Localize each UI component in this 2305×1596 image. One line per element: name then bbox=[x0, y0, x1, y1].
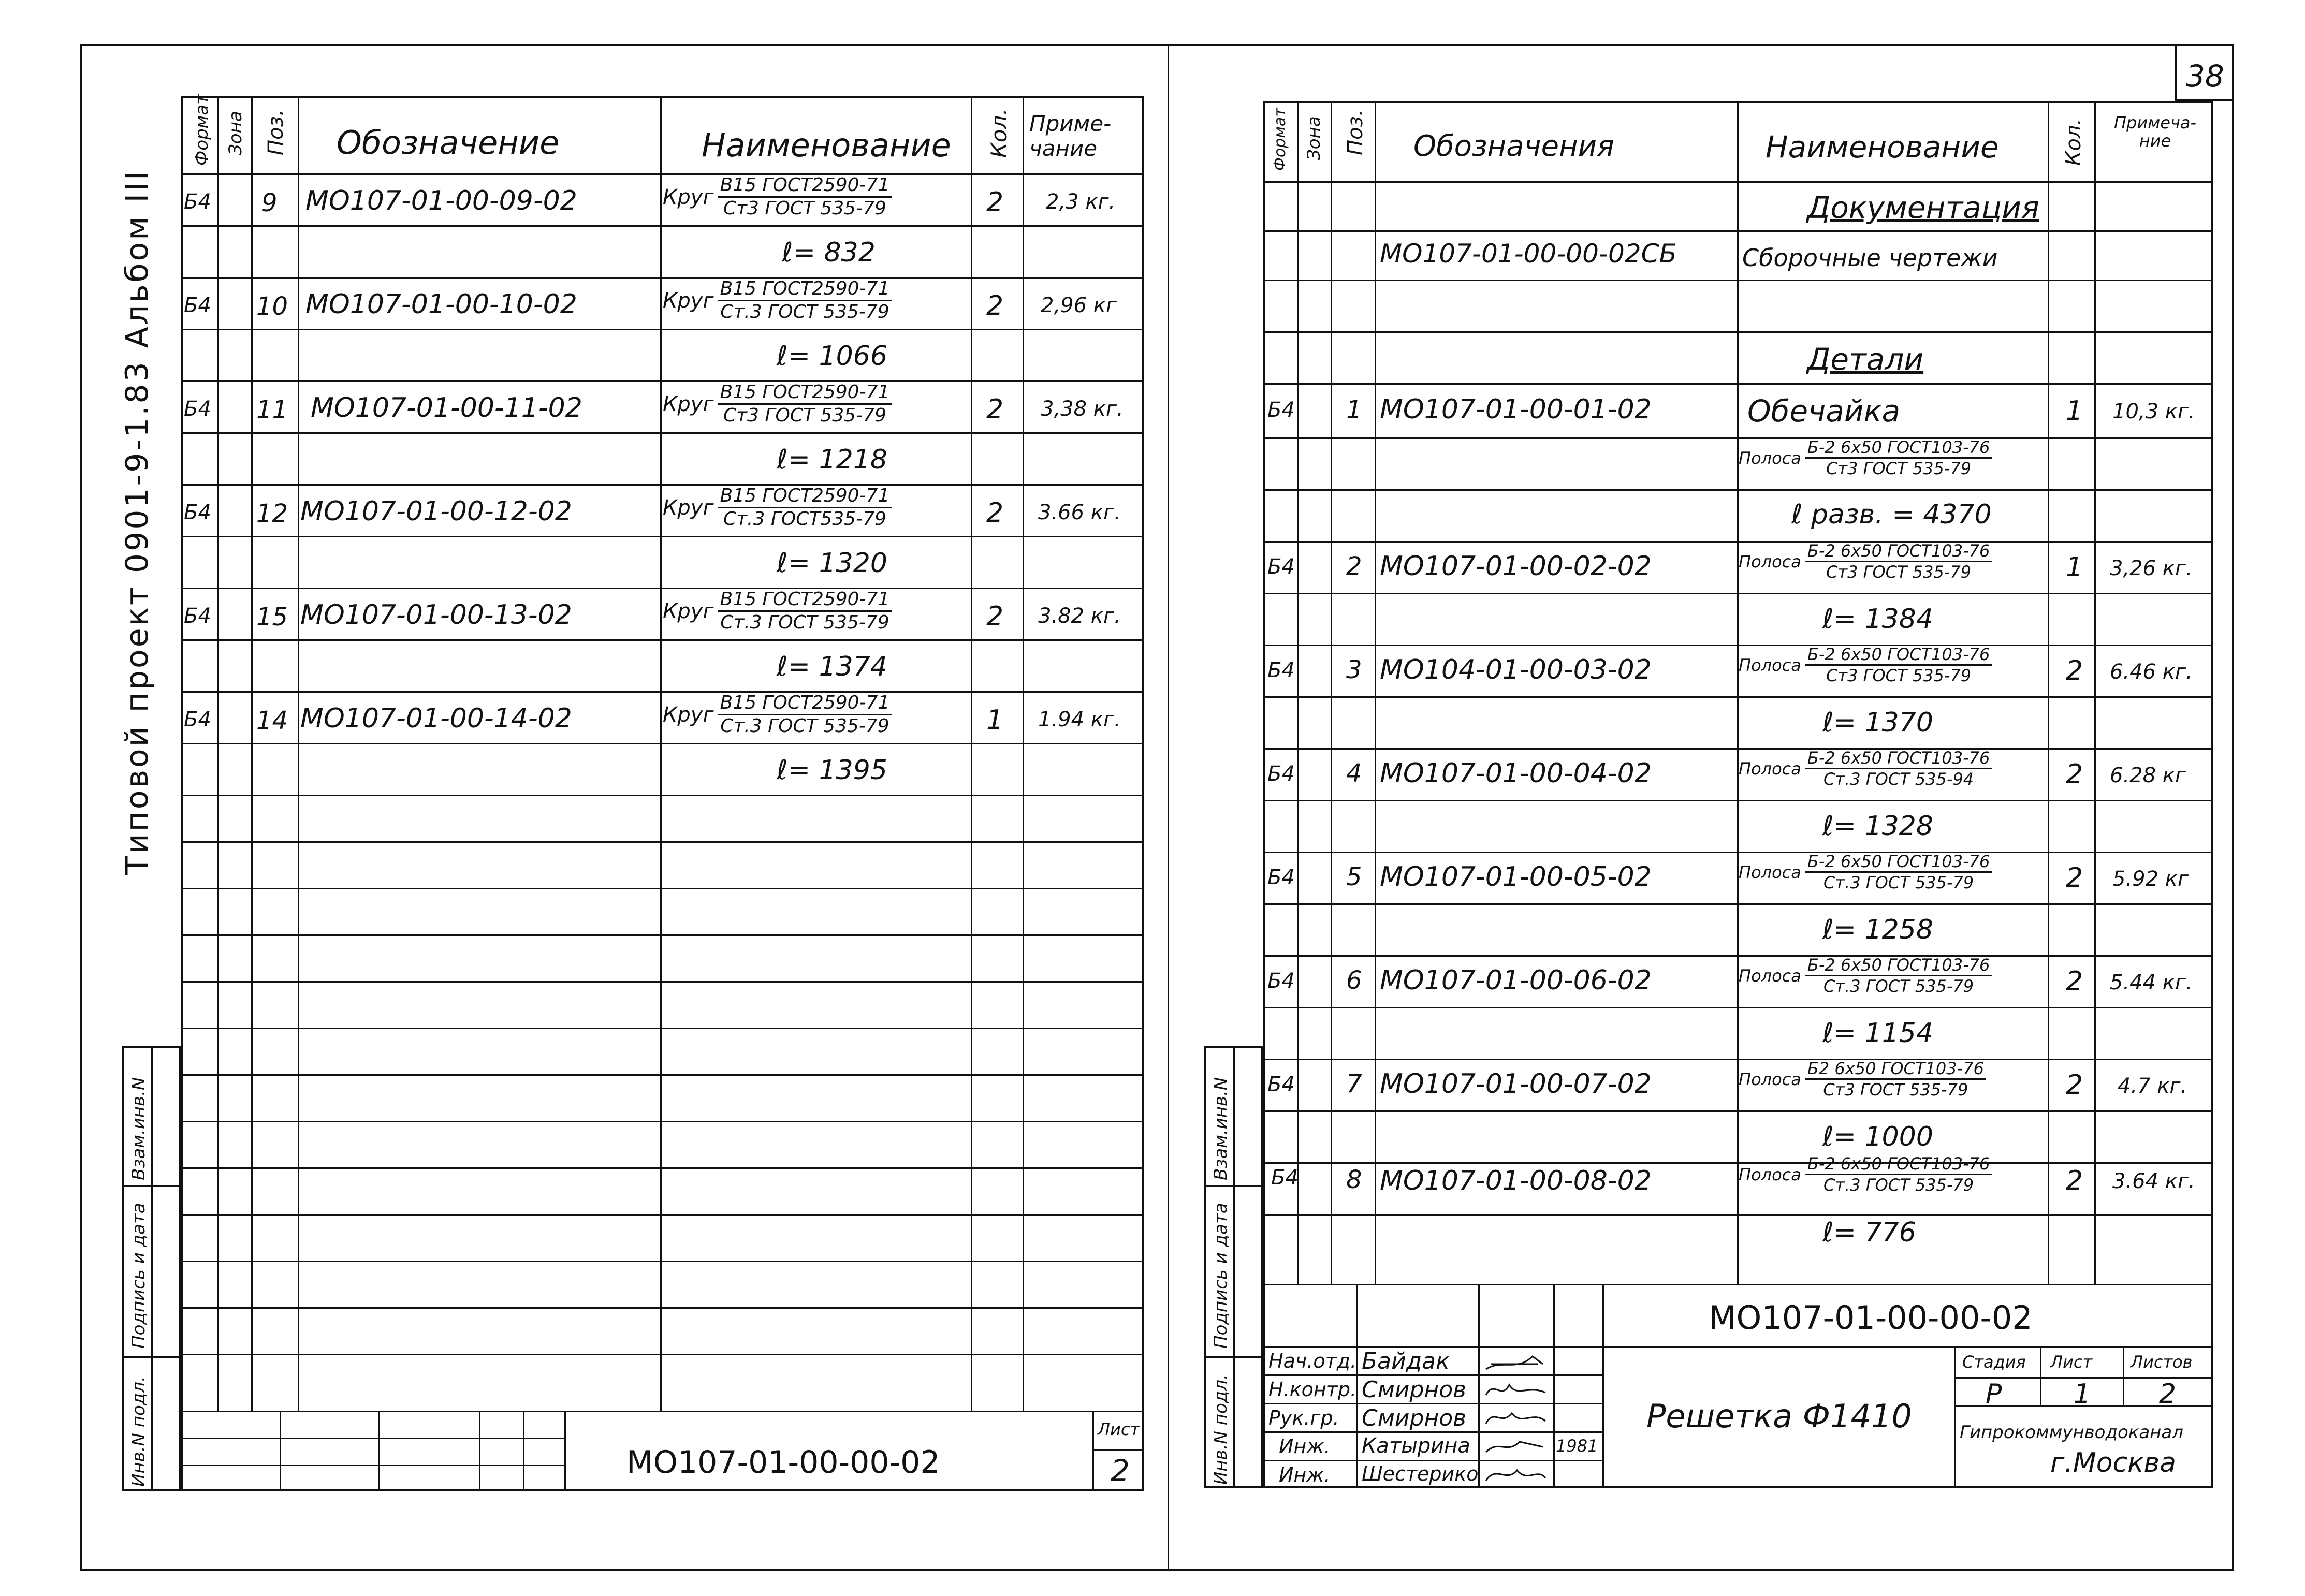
right-row-line bbox=[1263, 1214, 2213, 1216]
left-row-designation: МО107-01-00-12-02 bbox=[300, 496, 572, 527]
left-row-line bbox=[181, 536, 1144, 537]
right-row-material bbox=[1739, 1060, 1986, 1098]
left-row-qty: 1 bbox=[986, 705, 1004, 736]
tb-signer-role: Инж. bbox=[1279, 1435, 1331, 1458]
right-row-material bbox=[1739, 957, 1992, 994]
side-stamp-line bbox=[1204, 1356, 1263, 1358]
material-den: Ст.3 ГОСТ 535-79 bbox=[1823, 976, 1974, 996]
right-row-material bbox=[1739, 750, 1992, 787]
right-row-format: Б4 bbox=[1267, 969, 1295, 993]
right-row-line bbox=[1263, 1284, 2213, 1285]
side-stamp-line bbox=[122, 1185, 181, 1187]
right-row-pos: 2 bbox=[1346, 552, 1362, 581]
right-row-designation: МО107-01-00-06-02 bbox=[1380, 965, 1652, 996]
left-row-line bbox=[181, 743, 1144, 744]
tb-sheet-label: Лист bbox=[2050, 1352, 2093, 1372]
left-row-line bbox=[181, 795, 1144, 796]
right-row-line bbox=[1263, 696, 2213, 698]
material-num: В15 ГОСТ2590-71 bbox=[718, 487, 892, 508]
tb-sheet: 1 bbox=[2074, 1379, 2091, 1410]
material-word: Полоса bbox=[1739, 1164, 1801, 1184]
project-side-title: Типовой проект 0901-9-1.83 Альбом III bbox=[119, 169, 155, 875]
material-word: Круг bbox=[663, 392, 714, 416]
right-header-note: Примеча-ние bbox=[2113, 113, 2197, 151]
right-row-pos: 1 bbox=[1346, 396, 1362, 424]
right-row-designation: МО107-01-00-05-02 bbox=[1380, 861, 1652, 892]
material-word: Полоса bbox=[1739, 1069, 1801, 1089]
tb-signer-name: Смирнов bbox=[1362, 1377, 1467, 1403]
right-row-line bbox=[1263, 280, 2213, 281]
left-row-line bbox=[181, 1261, 1144, 1262]
right-row-material bbox=[1739, 853, 1992, 891]
left-header-zone: Зона bbox=[225, 111, 246, 155]
right-row-line bbox=[1263, 800, 2213, 801]
side-stamp-inv-podl: Инв.N подл. bbox=[1210, 1374, 1231, 1485]
side-stamp-vzam-inv: Взам.инв.N bbox=[1210, 1077, 1231, 1180]
left-header-name: Наименование bbox=[702, 126, 951, 164]
right-row-note: 6.46 кг. bbox=[2110, 660, 2193, 684]
left-row-pos: 11 bbox=[256, 396, 288, 424]
right-row-material bbox=[1739, 1155, 1992, 1193]
right-row-line bbox=[1263, 1110, 2213, 1112]
left-row-material bbox=[663, 694, 892, 736]
left-row-format: Б4 bbox=[184, 190, 211, 214]
left-row-designation: МО107-01-00-10-02 bbox=[305, 289, 577, 320]
left-stamp-line bbox=[523, 1411, 524, 1491]
left-row-line bbox=[181, 934, 1144, 936]
tb-signer-name: Смирнов bbox=[1362, 1405, 1467, 1431]
left-header-qty: Кол. bbox=[986, 108, 1012, 158]
left-header-designation: Обозначение bbox=[337, 124, 560, 162]
left-row-note: 1.94 кг. bbox=[1038, 708, 1121, 731]
right-row-qty: 1 bbox=[2066, 552, 2083, 583]
right-row-designation: МО107-01-00-02-02 bbox=[1380, 551, 1652, 582]
right-row-note: 5.92 кг bbox=[2112, 867, 2189, 891]
tb-line bbox=[1356, 1284, 1358, 1488]
material-den: Ст3 ГОСТ 535-79 bbox=[1823, 1080, 1968, 1100]
right-row-format: Б4 bbox=[1267, 398, 1295, 422]
left-col-line bbox=[1023, 96, 1024, 1411]
left-row-format: Б4 bbox=[184, 708, 211, 731]
left-row-line bbox=[181, 639, 1144, 641]
left-row-pos: 10 bbox=[256, 292, 288, 321]
left-row-line bbox=[181, 380, 1144, 382]
tb-line bbox=[1263, 1403, 1602, 1404]
tb-signer-name: Байдак bbox=[1362, 1348, 1450, 1374]
left-stamp-line bbox=[181, 1465, 564, 1466]
left-row-pos: 12 bbox=[256, 499, 288, 528]
left-col-line bbox=[251, 96, 253, 1411]
left-row-line bbox=[181, 329, 1144, 330]
left-sheet-label: Лист bbox=[1098, 1419, 1140, 1439]
left-row-line bbox=[181, 841, 1144, 843]
right-header-name: Наименование bbox=[1766, 129, 1999, 165]
left-row-material bbox=[663, 487, 892, 529]
left-row-material bbox=[663, 176, 892, 218]
left-row-designation: МО107-01-00-11-02 bbox=[311, 392, 582, 423]
right-row-line bbox=[1263, 903, 2213, 905]
tb-org: Гипрокоммунводоканал bbox=[1960, 1422, 2183, 1443]
part1-material bbox=[1739, 439, 1992, 477]
section-parts: Детали bbox=[1807, 342, 1924, 377]
right-row-line bbox=[1263, 230, 2213, 232]
left-row-material bbox=[663, 590, 892, 632]
left-stamp-line bbox=[479, 1411, 480, 1491]
right-row-note: 5.44 кг. bbox=[2110, 971, 2193, 994]
left-row-line bbox=[181, 1074, 1144, 1076]
side-stamp-vzam-inv: Взам.инв.N bbox=[128, 1077, 149, 1180]
right-row-length: ℓ= 1258 bbox=[1822, 914, 1933, 945]
material-num: Б-2 6х50 ГОСТ103-76 bbox=[1805, 646, 1992, 666]
left-row-designation: МО107-01-00-13-02 bbox=[300, 599, 572, 631]
right-row-line bbox=[1263, 593, 2213, 594]
left-row-length: ℓ= 1218 bbox=[777, 444, 887, 475]
material-word: Круг bbox=[663, 495, 714, 520]
right-row-material bbox=[1739, 646, 1992, 684]
left-row-pos: 9 bbox=[261, 188, 278, 217]
right-row-designation: МО104-01-00-03-02 bbox=[1380, 654, 1652, 685]
left-row-qty: 2 bbox=[986, 394, 1004, 425]
left-row-format: Б4 bbox=[184, 501, 211, 524]
right-row-length: ℓ= 1370 bbox=[1822, 707, 1933, 738]
right-header-qty: Кол. bbox=[2062, 118, 2085, 166]
left-col-line bbox=[298, 96, 299, 1411]
section-documentation: Документация bbox=[1807, 190, 2039, 225]
material-word: Круг bbox=[663, 288, 714, 313]
right-row-note: 6.28 кг bbox=[2110, 764, 2186, 787]
right-row-format: Б4 bbox=[1267, 1073, 1295, 1096]
material-num: В15 ГОСТ2590-71 bbox=[718, 280, 892, 301]
right-header-format: Формат bbox=[1271, 108, 1289, 171]
left-row-format: Б4 bbox=[184, 604, 211, 628]
left-row-note: 3.66 кг. bbox=[1038, 501, 1121, 524]
side-stamp-line bbox=[151, 1046, 153, 1491]
material-num: Б-2 6х50 ГОСТ103-76 bbox=[1805, 439, 1992, 459]
right-row-pos: 5 bbox=[1346, 862, 1362, 891]
left-row-length: ℓ= 1395 bbox=[777, 755, 887, 786]
right-row-qty: 2 bbox=[2066, 1165, 2083, 1196]
tb-code: МО107-01-00-00-02 bbox=[1709, 1299, 2033, 1337]
side-stamp-line bbox=[122, 1356, 181, 1358]
left-col-line bbox=[971, 96, 972, 1411]
signature-scribbles bbox=[1481, 1349, 1551, 1488]
left-header-note: Приме-чание bbox=[1029, 111, 1112, 162]
right-row-qty: 2 bbox=[2066, 655, 2083, 686]
left-row-qty: 2 bbox=[986, 187, 1004, 218]
left-row-line bbox=[181, 1167, 1144, 1169]
right-row-qty: 2 bbox=[2066, 759, 2083, 790]
left-stamp-code: МО107-01-00-00-02 bbox=[626, 1444, 940, 1481]
right-row-note: 10,3 кг. bbox=[2112, 400, 2195, 423]
left-row-format: Б4 bbox=[184, 294, 211, 317]
left-header-format: Формат bbox=[192, 94, 212, 166]
right-row-length: ℓ= 1384 bbox=[1822, 604, 1933, 635]
right-row-note: 3,26 кг. bbox=[2110, 557, 2193, 580]
left-stamp-line bbox=[280, 1411, 281, 1491]
material-den: Ст.3 ГОСТ535-79 bbox=[723, 508, 886, 530]
right-row-line bbox=[1263, 383, 2213, 385]
left-row-note: 3,38 кг. bbox=[1041, 397, 1124, 421]
right-col-line bbox=[1331, 101, 1332, 1284]
tb-line bbox=[1263, 1374, 1602, 1376]
material-den: Ст3 ГОСТ 535-79 bbox=[1826, 459, 1972, 478]
material-num: В15 ГОСТ2590-71 bbox=[718, 694, 892, 715]
right-row-qty: 2 bbox=[2066, 966, 2083, 997]
left-row-length: ℓ= 1066 bbox=[777, 341, 887, 372]
left-row-qty: 2 bbox=[986, 290, 1004, 321]
material-den: Ст.3 ГОСТ 535-79 bbox=[1823, 1175, 1974, 1195]
right-row-designation: МО107-01-00-01-02 bbox=[1380, 394, 1652, 425]
left-row-pos: 14 bbox=[256, 706, 288, 735]
material-den: Ст.3 ГОСТ 535-79 bbox=[720, 612, 889, 633]
material-word: Полоса bbox=[1739, 758, 1801, 779]
left-row-material bbox=[663, 383, 892, 425]
tb-line bbox=[2123, 1346, 2124, 1405]
part1-length: ℓ разв. = 4370 bbox=[1791, 499, 1992, 530]
right-row-pos: 8 bbox=[1346, 1165, 1362, 1194]
left-stamp-line bbox=[1092, 1449, 1144, 1451]
right-row-material bbox=[1739, 543, 1992, 580]
doc-designation: МО107-01-00-00-02СБ bbox=[1380, 239, 1677, 269]
right-header-zone: Зона bbox=[1304, 116, 1324, 160]
right-row-qty: 2 bbox=[2066, 1070, 2083, 1101]
material-den: Ст3 ГОСТ 535-79 bbox=[723, 198, 886, 219]
tb-line bbox=[1263, 1431, 1602, 1433]
material-num: В15 ГОСТ2590-71 bbox=[718, 383, 892, 405]
left-row-note: 2,3 кг. bbox=[1046, 190, 1116, 214]
left-row-length: ℓ= 1320 bbox=[777, 548, 887, 579]
right-header-line bbox=[1263, 181, 2213, 183]
right-row-note: 4.7 кг. bbox=[2118, 1074, 2187, 1098]
right-col-line bbox=[1297, 101, 1299, 1284]
right-col-line bbox=[2094, 101, 2096, 1284]
tb-line bbox=[1263, 1460, 1602, 1461]
right-col-line bbox=[2048, 101, 2049, 1284]
center-fold-line bbox=[1168, 44, 1169, 1571]
tb-signer-name: Катырина bbox=[1362, 1434, 1470, 1458]
tb-signer-role: Инж. bbox=[1279, 1463, 1331, 1486]
left-row-material bbox=[663, 280, 892, 321]
right-row-note: 3.64 кг. bbox=[2112, 1169, 2195, 1193]
material-num: Б-2 6х50 ГОСТ103-76 bbox=[1805, 853, 1992, 873]
tb-signer-role: Нач.отд. bbox=[1268, 1350, 1357, 1372]
material-num: Б-2 6х50 ГОСТ103-76 bbox=[1805, 543, 1992, 562]
left-row-line bbox=[181, 981, 1144, 983]
left-row-line bbox=[181, 277, 1144, 279]
side-stamp-podpis: Подпись и дата bbox=[1210, 1203, 1231, 1349]
right-row-format: Б4 bbox=[1267, 555, 1295, 579]
tb-line bbox=[1263, 1346, 2213, 1348]
left-row-line bbox=[181, 432, 1144, 434]
tb-line bbox=[2040, 1346, 2041, 1405]
left-col-line bbox=[217, 96, 219, 1411]
left-row-qty: 2 bbox=[986, 601, 1004, 632]
left-stamp-line bbox=[564, 1411, 566, 1491]
right-col-line bbox=[1375, 101, 1376, 1284]
right-row-line bbox=[1263, 489, 2213, 491]
right-row-designation: МО107-01-00-04-02 bbox=[1380, 758, 1652, 789]
left-row-line bbox=[181, 484, 1144, 486]
left-row-line bbox=[181, 1214, 1144, 1216]
tb-stage: Р bbox=[1986, 1379, 2002, 1410]
tb-signer-name: Шестерико bbox=[1362, 1462, 1479, 1485]
material-word: Полоса bbox=[1739, 862, 1801, 882]
left-row-line bbox=[181, 888, 1144, 889]
left-stamp-line bbox=[181, 1438, 564, 1439]
left-row-line bbox=[181, 225, 1144, 227]
left-header-pos: Поз. bbox=[264, 109, 288, 155]
material-num: Б-2 6х50 ГОСТ103-76 bbox=[1805, 750, 1992, 769]
right-row-pos: 3 bbox=[1346, 655, 1362, 684]
right-row-pos: 7 bbox=[1346, 1070, 1362, 1099]
right-row-designation: МО107-01-00-07-02 bbox=[1380, 1068, 1652, 1100]
tb-sheets-label: Листов bbox=[2131, 1352, 2193, 1372]
material-den: Ст.3 ГОСТ 535-79 bbox=[720, 301, 889, 323]
left-stamp-line bbox=[378, 1411, 380, 1491]
material-num: В15 ГОСТ2590-71 bbox=[718, 176, 892, 198]
material-word: Круг bbox=[663, 599, 714, 623]
right-row-format: Б4 bbox=[1267, 866, 1295, 889]
side-stamp-podpis: Подпись и дата bbox=[128, 1203, 149, 1349]
right-row-format: Б4 bbox=[1267, 658, 1295, 682]
left-row-designation: МО107-01-00-09-02 bbox=[305, 185, 577, 216]
left-row-line bbox=[181, 588, 1144, 589]
material-num: Б-2 6х50 ГОСТ103-76 bbox=[1805, 1155, 1992, 1175]
right-col-line bbox=[1737, 101, 1739, 1284]
left-row-pos: 15 bbox=[256, 603, 288, 632]
tb-sheets: 2 bbox=[2159, 1379, 2177, 1410]
material-word: Полоса bbox=[1739, 551, 1801, 572]
tb-year: 1981 bbox=[1556, 1436, 1598, 1456]
left-row-length: ℓ= 832 bbox=[782, 237, 876, 268]
material-num: Б-2 6х50 ГОСТ103-76 bbox=[1805, 957, 1992, 976]
tb-stage-label: Стадия bbox=[1962, 1352, 2026, 1372]
left-row-line bbox=[181, 1307, 1144, 1309]
left-row-line bbox=[181, 1028, 1144, 1029]
left-row-qty: 2 bbox=[986, 497, 1004, 529]
right-row-qty: 2 bbox=[2066, 862, 2083, 894]
right-row-designation: МО107-01-00-08-02 bbox=[1380, 1165, 1652, 1196]
tb-signer-role: Н.контр. bbox=[1268, 1378, 1357, 1401]
material-den: Ст3 ГОСТ 535-79 bbox=[1826, 666, 1972, 685]
material-num: В15 ГОСТ2590-71 bbox=[718, 590, 892, 612]
right-row-pos: 6 bbox=[1346, 966, 1362, 995]
tb-line bbox=[1553, 1284, 1555, 1488]
left-row-line bbox=[181, 1121, 1144, 1122]
material-den: Ст.3 ГОСТ 535-79 bbox=[1823, 873, 1974, 892]
left-sheet-number: 2 bbox=[1111, 1453, 1130, 1488]
right-row-length: ℓ= 1000 bbox=[1822, 1121, 1933, 1152]
left-col-line bbox=[660, 96, 662, 1411]
material-den: Ст.3 ГОСТ 535-79 bbox=[720, 715, 889, 737]
material-den: Ст.3 ГОСТ 535-94 bbox=[1823, 769, 1974, 789]
part1-name: Обечайка bbox=[1747, 393, 1901, 429]
tb-line bbox=[1478, 1284, 1480, 1488]
material-word: Полоса bbox=[1739, 965, 1801, 986]
left-row-line bbox=[181, 691, 1144, 693]
right-header-pos: Поз. bbox=[1344, 109, 1367, 155]
tb-line bbox=[1602, 1284, 1604, 1488]
left-row-note: 3.82 кг. bbox=[1038, 604, 1121, 628]
right-row-pos: 4 bbox=[1346, 759, 1362, 788]
material-word: Полоса bbox=[1739, 448, 1801, 468]
page-number: 38 bbox=[2186, 58, 2224, 94]
right-row-length: ℓ= 776 bbox=[1822, 1217, 1916, 1248]
right-row-line bbox=[1263, 1007, 2213, 1008]
tb-signer-role: Рук.гр. bbox=[1268, 1407, 1339, 1429]
right-row-format: Б4 bbox=[1271, 1166, 1299, 1190]
tb-line bbox=[1954, 1346, 1956, 1488]
left-row-format: Б4 bbox=[184, 397, 211, 421]
left-row-line bbox=[181, 1354, 1144, 1355]
left-row-line bbox=[181, 1411, 1144, 1412]
tb-title: Решетка Ф1410 bbox=[1646, 1397, 1912, 1435]
right-row-length: ℓ= 1154 bbox=[1822, 1018, 1933, 1049]
left-row-note: 2,96 кг bbox=[1041, 294, 1117, 317]
material-num: Б2 6х50 ГОСТ103-76 bbox=[1805, 1060, 1986, 1080]
material-word: Круг bbox=[663, 185, 714, 209]
right-row-format: Б4 bbox=[1267, 762, 1295, 786]
left-row-length: ℓ= 1374 bbox=[777, 651, 887, 682]
left-header-line bbox=[181, 173, 1144, 175]
material-word: Круг bbox=[663, 702, 714, 727]
tb-city: г.Москва bbox=[2050, 1447, 2177, 1478]
side-stamp-line bbox=[1204, 1185, 1263, 1187]
material-den: Ст3 ГОСТ 535-79 bbox=[723, 405, 886, 426]
material-word: Полоса bbox=[1739, 655, 1801, 675]
side-stamp-inv-podl: Инв.N подл. bbox=[128, 1376, 149, 1487]
right-row-length: ℓ= 1328 bbox=[1822, 811, 1933, 842]
right-row-line bbox=[1263, 331, 2213, 333]
side-stamp-line bbox=[1233, 1046, 1235, 1488]
left-row-designation: МО107-01-00-14-02 bbox=[300, 703, 572, 734]
right-header-designation: Обозначения bbox=[1413, 129, 1614, 163]
right-row-qty: 1 bbox=[2066, 396, 2083, 427]
doc-name: Сборочные чертежи bbox=[1742, 244, 1998, 272]
material-den: Ст3 ГОСТ 535-79 bbox=[1826, 562, 1972, 582]
